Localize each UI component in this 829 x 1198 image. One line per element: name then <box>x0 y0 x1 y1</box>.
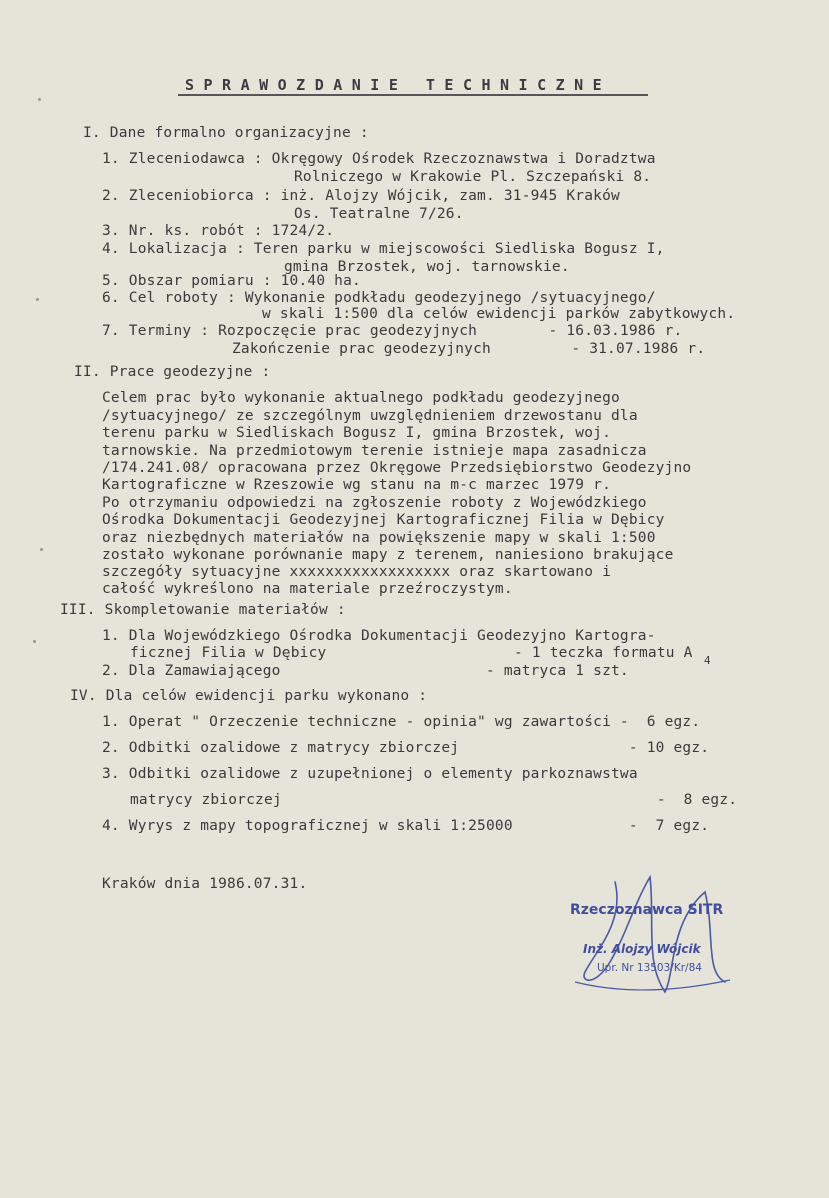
paragraph-line: /sytuacyjnego/ ze szczególnym uwzględnieniem drzewostanu dla <box>102 408 638 424</box>
list-item: ficznej Filia w Dębicy - 1 teczka formatu A <box>130 645 693 661</box>
list-item: Zakończenie prac geodezyjnych - 31.07.1986 r. <box>232 341 706 357</box>
title-underline <box>178 94 648 96</box>
list-item: 4. Wyrys z mapy topograficznej w skali 1:25000 - 7 egz. <box>102 818 710 834</box>
list-item: 2. Dla Zamawiającego - matryca 1 szt. <box>102 663 629 679</box>
list-item: 7. Terminy : Rozpoczęcie prac geodezyjnych - 16.03.1986 r. <box>102 323 683 339</box>
list-item: 1. Zleceniodawca : Okręgowy Ośrodek Rzeczoznawstwa i Doradztwa <box>102 151 656 167</box>
section-heading: I. Dane formalno organizacyjne : <box>83 125 369 141</box>
stamp-title: Rzeczoznawca SITR <box>570 902 724 918</box>
list-item: 1. Dla Wojewódzkiego Ośrodka Dokumentacji Geodezyjno Kartogra- <box>102 628 656 644</box>
section-heading: IV. Dla celów ewidencji parku wykonano : <box>70 688 428 704</box>
paragraph-line: Ośrodka Dokumentacji Geodezyjnej Kartograficznej Filia w Dębicy <box>102 512 665 528</box>
paper-speck <box>38 98 41 101</box>
paragraph-line: oraz niezbędnych materiałów na powiększenie mapy w skali 1:500 <box>102 530 656 546</box>
list-item: Os. Teatralne 7/26. <box>294 206 464 222</box>
list-item: 3. Nr. ks. robót : 1724/2. <box>102 223 335 239</box>
list-item: gmina Brzostek, woj. tarnowskie. <box>284 259 570 275</box>
stamp-registration: Upr. Nr 13503/Kr/84 <box>597 962 702 974</box>
list-item: 3. Odbitki ozalidowe z uzupełnionej o elementy parkoznawstwa <box>102 766 638 782</box>
list-item: 4. Lokalizacja : Teren parku w miejscowości Siedliska Bogusz I, <box>102 241 665 257</box>
paragraph-line: terenu parku w Siedliskach Bogusz I, gmina Brzostek, woj. <box>102 425 611 441</box>
list-item: matrycy zbiorczej - 8 egz. <box>130 792 738 808</box>
paper-speck <box>36 298 39 301</box>
paragraph-line: Celem prac było wykonanie aktualnego podkładu geodezyjnego <box>102 390 620 406</box>
section-heading: II. Prace geodezyjne : <box>74 364 271 380</box>
list-item: 2. Odbitki ozalidowe z matrycy zbiorczej - 10 egz. <box>102 740 710 756</box>
list-item: 6. Cel roboty : Wykonanie podkładu geodezyjnego /sytuacyjnego/ <box>102 290 656 306</box>
document-title: SPRAWOZDANIE TECHNICZNE <box>185 76 612 94</box>
list-item: 1. Operat " Orzeczenie techniczne - opinia" wg zawartości - 6 egz. <box>102 714 701 730</box>
paragraph-line: całość wykreślono na materiale przeźroczystym. <box>102 581 513 597</box>
section-heading: III. Skompletowanie materiałów : <box>60 602 346 618</box>
signature-scribble <box>555 862 755 1002</box>
paper-speck <box>33 640 36 643</box>
list-item: 5. Obszar pomiaru : 10.40 ha. <box>102 273 361 289</box>
paragraph-line: Kartograficzne w Rzeszowie wg stanu na m-c marzec 1979 r. <box>102 477 611 493</box>
paragraph-line: Po otrzymaniu odpowiedzi na zgłoszenie roboty z Wojewódzkiego <box>102 495 647 511</box>
paragraph-line: tarnowskie. Na przedmiotowym terenie istnieje mapa zasadnicza <box>102 443 647 459</box>
date-line: Kraków dnia 1986.07.31. <box>102 876 308 892</box>
list-item: 2. Zleceniobiorca : inż. Alojzy Wójcik, zam. 31-945 Kraków <box>102 188 620 204</box>
stamp-name: Inż. Alojzy Wójcik <box>583 942 701 956</box>
list-item: Rolniczego w Krakowie Pl. Szczepański 8. <box>294 169 652 185</box>
list-item: w skali 1:500 dla celów ewidencji parków zabytkowych. <box>262 306 736 322</box>
paragraph-line: szczegóły sytuacyjne xxxxxxxxxxxxxxxxxx oraz skartowano i <box>102 564 611 580</box>
paragraph-line: /174.241.08/ opracowana przez Okręgowe Przedsiębiorstwo Geodezyjno <box>102 460 692 476</box>
paper-speck <box>40 548 43 551</box>
format-subscript: 4 <box>704 654 711 667</box>
paragraph-line: zostało wykonane porównanie mapy z terenem, naniesiono brakujące <box>102 547 674 563</box>
